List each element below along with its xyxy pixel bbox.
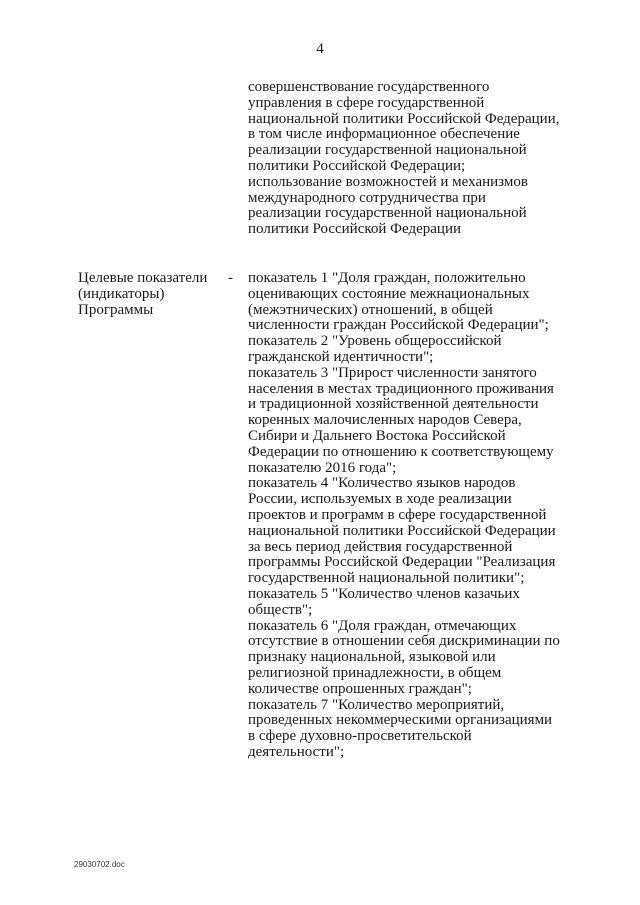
text-line: использование возможностей и механизмов [248,173,528,190]
text-line: проектов и программ в сфере государственной [248,506,547,523]
text-line: совершенствование государственного [248,79,490,95]
text-line: политики Российской Федерации; [248,157,466,174]
text-line: управления в сфере государственной [248,94,485,111]
text-line: реализации государственной национальной [248,142,527,159]
text-line: показатель 5 "Количество членов казачьих [248,585,520,602]
text-line: реализации государственной национальной [248,205,527,222]
label-line: Программы [78,301,154,318]
text-line: показатель 1 "Доля граждан, положительно [248,270,526,286]
text-line: численности граждан Российской Федерации"; [248,317,549,334]
page-number: 4 [316,41,324,57]
text-line: показатель 4 "Количество языков народов [248,475,516,492]
text-line: политики Российской Федерации [248,221,462,238]
text-line: Сибири и Дальнего Востока Российской [248,427,506,444]
label-dash: - [228,270,233,286]
text-line: в том числе информационное обеспечение [248,126,520,143]
text-line: (межэтнических) отношений, в общей [248,301,493,318]
text-line: государственной национальной политики"; [248,570,525,587]
indicators-text-block [248,271,588,761]
text-line: в сфере духовно-просветительской [248,728,472,745]
text-line: показатель 2 "Уровень общероссийской [248,333,502,350]
text-line: показатель 6 "Доля граждан, отмечающих [248,617,517,634]
text-line: показателю 2016 года"; [248,459,397,476]
text-line: обществ"; [248,601,313,618]
text-line: и традиционной хозяйственной деятельности [248,396,539,413]
text-line: национальной политики Российской Федерации, [248,110,560,127]
text-line: Федерации по отношению к соответствующему [248,443,554,460]
text-line: деятельности"; [248,743,345,760]
footer-filename: 29030702.doc [74,860,125,869]
text-line: национальной политики Российской Федерации [248,522,556,539]
text-line: России, используемых в ходе реализации [248,491,512,508]
text-line: коренных малочисленных народов Севера, [248,412,522,429]
text-line: международного сотрудничества при [248,189,486,206]
text-line: показатель 7 "Количество мероприятий, [248,696,505,713]
text-line: гражданской идентичности"; [248,348,434,365]
text-line: оценивающих состояние межнациональных [248,285,530,302]
text-line: показатель 3 "Прирост численности занятого [248,364,537,381]
label-line: (индикаторы) [78,285,165,302]
text-line: за весь период действия государственной [248,538,513,555]
label-line: Целевые показатели [78,270,208,286]
text-line: населения в местах традиционного проживания [248,380,554,397]
text-line: отсутствие в отношении себя дискриминации по [248,633,560,650]
text-line: программы Российской Федерации "Реализация [248,554,556,571]
text-line: признаку национальной, языковой или [248,649,496,666]
text-line: религиозной принадлежности, в общем [248,664,502,681]
text-line: количестве опрошенных граждан"; [248,680,472,697]
text-line: проведенных некоммерческими организациями [248,712,553,729]
indicators-label [78,271,228,318]
top-text-block [248,80,588,238]
